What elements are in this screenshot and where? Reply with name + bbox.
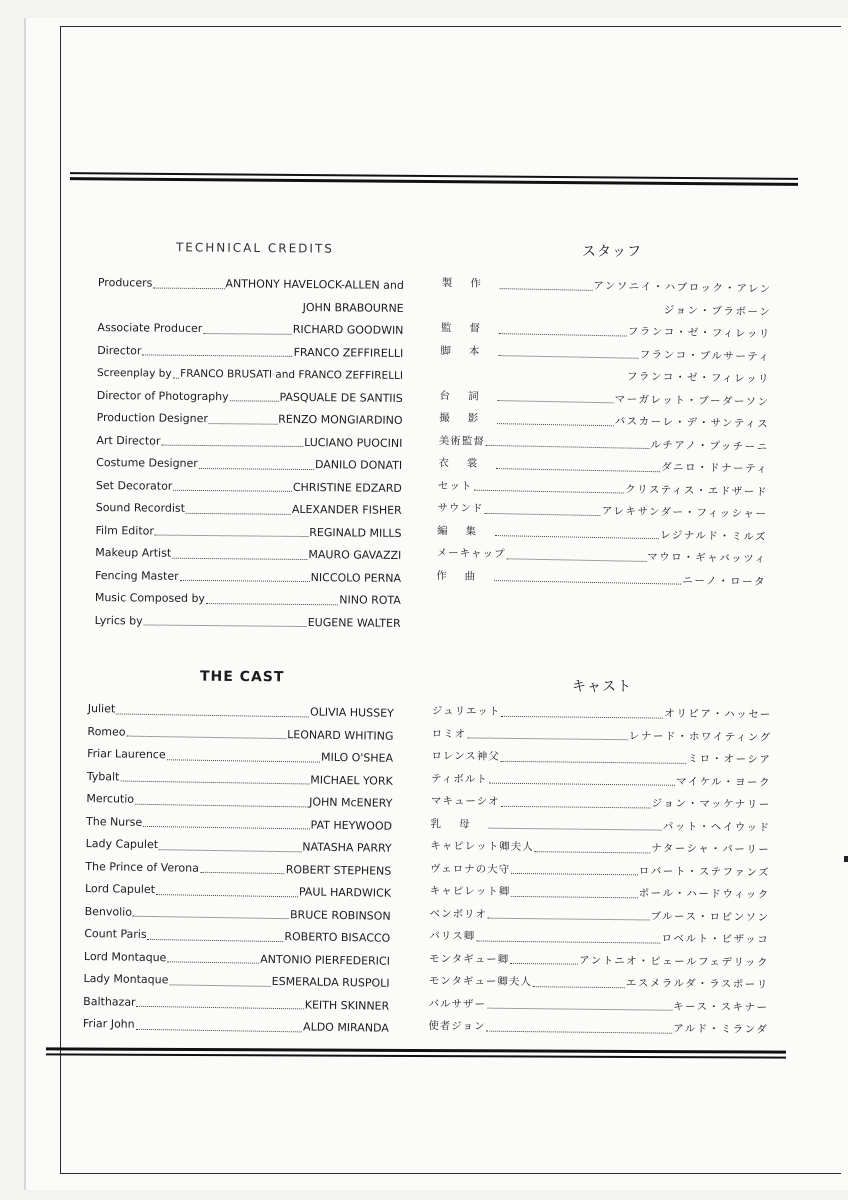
credit-role: Set Decorator bbox=[95, 478, 173, 493]
dot-leader bbox=[467, 729, 628, 740]
dot-leader bbox=[476, 932, 660, 943]
credit-role: モンタギュー卿夫人 bbox=[428, 974, 532, 989]
credit-role: Mercutio bbox=[86, 791, 135, 806]
credit-name: LUCIANO PUOCINI bbox=[304, 435, 403, 450]
credit-role: 使者ジョン bbox=[428, 1019, 486, 1033]
credit-name: CHRISTINE EDZARD bbox=[292, 480, 403, 495]
credit-name: MICHAEL YORK bbox=[310, 773, 393, 788]
cast-title-ja: キャスト bbox=[572, 679, 632, 695]
credit-role: Tybalt bbox=[86, 769, 120, 784]
credit-row bbox=[95, 519, 401, 544]
credit-row bbox=[97, 317, 403, 342]
credit-name: NINO ROTA bbox=[339, 593, 401, 607]
credit-role: Friar Laurence bbox=[87, 746, 166, 762]
credit-name: パット・ヘイウッド bbox=[662, 820, 771, 834]
credit-role: マキューシオ bbox=[430, 794, 500, 808]
credit-name: フランコ・ブルサーティ bbox=[639, 348, 771, 363]
credit-name: LEONARD WHITING bbox=[287, 727, 394, 743]
credit-role: 撮影 bbox=[439, 411, 497, 426]
dot-leader bbox=[126, 728, 286, 740]
dot-leader bbox=[209, 415, 277, 425]
credit-role: Fencing Master bbox=[95, 568, 179, 583]
credit-role: Lady Capulet bbox=[85, 836, 159, 852]
credit-role: Film Editor bbox=[95, 523, 154, 538]
credit-role: セット bbox=[437, 479, 473, 493]
credit-row bbox=[98, 294, 404, 319]
dot-leader bbox=[167, 953, 259, 963]
credit-name: ポール・ハードウィック bbox=[638, 887, 770, 901]
credit-role: 乳母 bbox=[430, 817, 488, 831]
dot-leader bbox=[199, 459, 314, 469]
cast-list-ja bbox=[428, 700, 772, 1041]
credit-row bbox=[95, 587, 401, 612]
cast-title: THE CAST bbox=[199, 668, 285, 686]
cast-row-ja bbox=[432, 700, 772, 726]
dot-leader bbox=[203, 325, 292, 335]
cast-row bbox=[83, 1013, 389, 1040]
credit-role: 衣裳 bbox=[438, 456, 496, 471]
credit-role: サウンド bbox=[437, 501, 484, 515]
dot-leader bbox=[501, 707, 663, 718]
credit-name: オリビア・ハッセー bbox=[664, 707, 772, 721]
credit-role: 美術監督 bbox=[438, 434, 485, 448]
credit-name: KEITH SKINNER bbox=[304, 997, 390, 1013]
credit-row bbox=[95, 564, 401, 589]
dot-leader bbox=[497, 415, 614, 426]
credit-name: アルド・ミランダ bbox=[673, 1022, 769, 1036]
credit-role: Music Composed by bbox=[94, 590, 206, 606]
credit-role: ロレンス神父 bbox=[431, 749, 500, 763]
credit-name: NATASHA PARRY bbox=[302, 840, 392, 855]
credit-row bbox=[96, 429, 402, 454]
dot-leader bbox=[533, 978, 625, 988]
dot-leader bbox=[173, 482, 292, 492]
credit-name: ダニロ・ドナーティ bbox=[661, 461, 769, 476]
credit-role: ティボルト bbox=[431, 772, 488, 786]
dot-leader bbox=[489, 820, 662, 831]
dot-leader bbox=[500, 280, 593, 291]
credit-name: FRANCO ZEFFIRELLI bbox=[293, 345, 404, 360]
credit-role: 作曲 bbox=[436, 569, 494, 583]
credit-name: NICCOLO PERNA bbox=[310, 570, 402, 585]
dot-leader bbox=[206, 595, 338, 605]
dot-leader bbox=[494, 572, 681, 585]
credit-name: アレキサンダー・フィッシャー bbox=[601, 505, 768, 521]
cast-list bbox=[83, 698, 394, 1040]
dot-leader bbox=[501, 797, 651, 808]
credit-name: マイケル・ヨーク bbox=[675, 775, 772, 789]
dot-leader bbox=[487, 1000, 672, 1011]
edge-mark bbox=[844, 856, 848, 862]
credit-name: ミロ・オーシア bbox=[687, 752, 772, 766]
credit-role: パリス卿 bbox=[429, 929, 476, 943]
credit-role: Sound Recordist bbox=[95, 500, 186, 515]
credit-role: キャピレット卿 bbox=[429, 884, 511, 898]
dot-leader bbox=[180, 572, 310, 582]
dot-leader bbox=[511, 865, 638, 875]
credit-row bbox=[97, 384, 403, 409]
dot-leader bbox=[486, 437, 650, 449]
credit-name: RENZO MONGIARDINO bbox=[278, 412, 403, 427]
credit-name: BRUCE ROBINSON bbox=[289, 907, 391, 923]
credit-name: レナード・ホワイティング bbox=[628, 729, 772, 744]
dot-leader bbox=[535, 843, 651, 853]
credit-name: ロベルト・ビザッコ bbox=[661, 932, 770, 946]
dot-leader bbox=[155, 527, 308, 537]
credit-role: Benvolio bbox=[84, 904, 133, 919]
dot-leader bbox=[143, 818, 310, 830]
dot-leader bbox=[120, 773, 309, 785]
credit-row bbox=[96, 497, 402, 522]
credit-role: Director bbox=[97, 343, 142, 357]
cast-row-ja bbox=[428, 1015, 768, 1041]
cast-row bbox=[87, 743, 393, 770]
dot-leader bbox=[489, 775, 675, 786]
credit-name: ALDO MIRANDA bbox=[302, 1020, 389, 1035]
credit-role: Lord Capulet bbox=[84, 881, 156, 897]
credit-name: PASQUALE DE SANTIIS bbox=[279, 390, 403, 405]
credit-name: ANTHONY HAVELOCK-ALLEN and bbox=[225, 277, 404, 292]
credit-role: Producers bbox=[97, 275, 153, 290]
dot-leader bbox=[499, 325, 627, 336]
dot-leader bbox=[144, 616, 307, 627]
credit-name: ニーノ・ロータ bbox=[682, 574, 767, 588]
credit-name: OLIVIA HUSSEY bbox=[309, 705, 394, 720]
credit-name: JOHN McENERY bbox=[309, 795, 393, 810]
credit-name: RICHARD GOODWIN bbox=[292, 322, 404, 337]
credit-row bbox=[97, 339, 403, 364]
credit-name: FRANCO BRUSATI and FRANCO ZEFFIRELLI bbox=[180, 367, 404, 382]
credit-name: アントニオ・ピェールフェデリック bbox=[578, 954, 770, 969]
credit-name: マウロ・ギャバッツィ bbox=[647, 550, 767, 566]
dot-leader bbox=[487, 1022, 673, 1033]
credit-name: EUGENE WALTER bbox=[307, 615, 401, 630]
credit-name: ROBERT STEPHENS bbox=[285, 862, 392, 878]
credit-name: キース・スキナー bbox=[672, 1000, 769, 1014]
credit-name: ESMERALDA RUSPOLI bbox=[271, 974, 390, 990]
dot-leader bbox=[172, 549, 307, 559]
staff-title-ja: スタッフ bbox=[582, 244, 642, 260]
dot-leader bbox=[156, 886, 298, 897]
credit-role: メーキャップ bbox=[436, 546, 506, 561]
credit-name: ジョン・マッケナリー bbox=[651, 797, 771, 811]
credit-name: ALEXANDER FISHER bbox=[291, 502, 402, 517]
dot-leader bbox=[510, 955, 578, 965]
dot-leader bbox=[200, 864, 285, 874]
credit-row bbox=[98, 272, 404, 297]
credit-name: ジョン・ブラボーン bbox=[663, 303, 772, 318]
staff-list-ja bbox=[436, 272, 772, 593]
credit-name: パスカーレ・デ・サンティス bbox=[614, 415, 770, 431]
credit-role: The Prince of Verona bbox=[85, 859, 199, 875]
dot-leader bbox=[161, 437, 303, 447]
credit-role: Makeup Artist bbox=[95, 545, 172, 560]
credit-name: クリスティス・エドザード bbox=[625, 483, 768, 498]
credit-name: PAT HEYWOOD bbox=[310, 818, 393, 833]
dot-leader bbox=[148, 930, 284, 941]
credit-name: REGINALD MILLS bbox=[309, 525, 402, 540]
dot-leader bbox=[511, 887, 638, 897]
dot-leader bbox=[167, 751, 321, 762]
cast-row-ja bbox=[429, 902, 769, 928]
credit-role: Production Designer bbox=[96, 410, 208, 426]
dot-leader bbox=[136, 1020, 303, 1032]
credit-role: バルサザー bbox=[428, 997, 487, 1011]
technical-credits-title: TECHNICAL CREDITS bbox=[175, 240, 335, 256]
dot-leader bbox=[153, 279, 224, 289]
dot-leader bbox=[142, 346, 292, 356]
dot-leader bbox=[498, 392, 614, 403]
dot-leader bbox=[473, 482, 624, 494]
dot-leader bbox=[496, 460, 660, 472]
credit-role: 編集 bbox=[436, 524, 495, 538]
dot-leader bbox=[495, 527, 659, 539]
credit-name: JOHN BRABOURNE bbox=[302, 300, 404, 315]
technical-credits-list bbox=[95, 272, 404, 635]
credit-role: Count Paris bbox=[84, 926, 147, 941]
credit-row bbox=[96, 407, 402, 432]
credit-role: Costume Designer bbox=[96, 455, 198, 470]
credit-role: Art Director bbox=[96, 433, 161, 448]
credit-name: ルチアノ・プッチーニ bbox=[650, 438, 769, 453]
credit-name: ブルース・ロビンソン bbox=[650, 909, 770, 924]
credit-row bbox=[95, 542, 401, 567]
credit-role: 台詞 bbox=[439, 389, 497, 403]
credit-role: ヴェロナの大守 bbox=[430, 862, 511, 876]
dot-leader bbox=[169, 976, 270, 987]
credit-name: DANILO DONATI bbox=[314, 458, 403, 472]
credit-role: 監督 bbox=[440, 321, 499, 336]
credit-role: Screenplay by bbox=[96, 366, 172, 380]
credit-role: Associate Producer bbox=[97, 320, 203, 336]
dot-leader bbox=[173, 369, 180, 378]
credit-name: アンソニイ・ハブロック・アレン bbox=[593, 279, 772, 296]
dot-leader bbox=[484, 504, 601, 515]
dot-leader bbox=[133, 908, 289, 919]
credit-role: Friar John bbox=[82, 1016, 135, 1031]
credit-role: ジュリエット bbox=[431, 704, 501, 718]
credit-role: Lady Montaque bbox=[83, 971, 169, 987]
dot-leader bbox=[488, 910, 650, 921]
credit-name: フランコ・ゼ・フィレッリ bbox=[627, 325, 771, 341]
credit-role: モンタギュー卿 bbox=[428, 952, 510, 966]
credit-name: ナターシャ・パーリー bbox=[651, 842, 771, 856]
credit-row bbox=[96, 452, 402, 477]
dot-leader bbox=[507, 550, 647, 562]
dot-leader bbox=[116, 705, 309, 717]
credit-name: PAUL HARDWICK bbox=[298, 885, 392, 900]
credit-name: エスメラルダ・ラスポーリ bbox=[625, 977, 769, 991]
credit-role: Romeo bbox=[87, 724, 126, 739]
credit-name: ロバート・ステファンズ bbox=[638, 864, 771, 879]
credit-role: ベンボリオ bbox=[429, 907, 488, 921]
credit-name: MAURO GAVAZZI bbox=[308, 548, 402, 562]
credit-row bbox=[96, 474, 402, 499]
dot-leader bbox=[135, 795, 308, 807]
credit-role: Director of Photography bbox=[96, 388, 229, 403]
credit-name: ROBERTO BISACCO bbox=[284, 930, 391, 945]
credit-name: ANTONIO PIERFEDERICI bbox=[260, 952, 391, 968]
credit-role: Lyrics by bbox=[94, 613, 143, 627]
credit-role: 脚本 bbox=[440, 344, 498, 358]
credit-role: ロミオ bbox=[431, 727, 467, 740]
credit-name: フランコ・ゼ・フィレッリ bbox=[626, 370, 771, 386]
dot-leader bbox=[137, 998, 304, 1010]
dot-leader bbox=[230, 392, 279, 401]
credit-role: Balthazar bbox=[83, 994, 136, 1009]
dot-leader bbox=[501, 752, 687, 763]
credit-name: レジナルド・ミルズ bbox=[659, 528, 768, 543]
dot-leader bbox=[159, 841, 301, 852]
credit-role: The Nurse bbox=[85, 814, 143, 829]
credit-role: Lord Montaque bbox=[83, 949, 167, 964]
credit-row bbox=[95, 609, 401, 634]
credit-role: キャピレット卿夫人 bbox=[430, 839, 534, 854]
credit-role: Juliet bbox=[87, 701, 116, 716]
credit-row bbox=[97, 362, 403, 387]
dot-leader bbox=[498, 347, 638, 359]
credit-name: マーガレット・ブーダーソン bbox=[614, 392, 770, 408]
credit-role: 製作 bbox=[441, 276, 499, 291]
dot-leader bbox=[186, 504, 291, 514]
credit-name: MILO O'SHEA bbox=[320, 750, 394, 765]
